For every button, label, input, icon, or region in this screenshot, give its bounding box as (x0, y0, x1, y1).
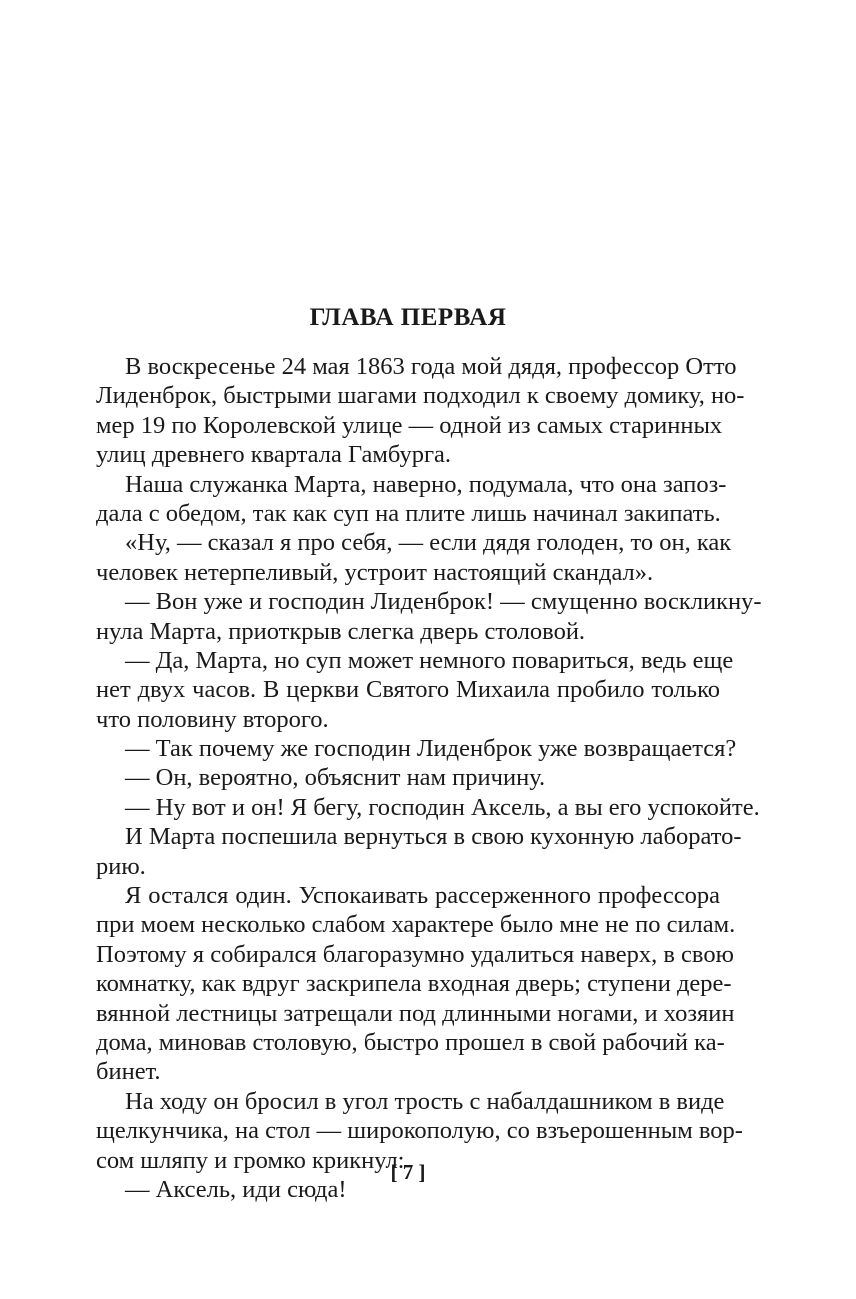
text-line: дома, миновав столовую, быстро прошел в свой рабочий ка- (96, 1028, 725, 1056)
text-line: мер 19 по Королевской улице — одной из самых старинных (96, 411, 723, 439)
text-line: На ходу он бросил в угол трость с набалдашником в виде (125, 1087, 725, 1115)
text-line: Я остался один. Успокаивать рассерженного профессора (125, 882, 720, 910)
chapter-text (96, 352, 762, 1204)
text-line: улиц древнего квартала Гамбурга. (96, 441, 451, 469)
text-line: бинет. (96, 1058, 161, 1086)
book-page (96, 0, 762, 1299)
text-line: — Вон уже и господин Лиденброк! — смущенно воскликну- (125, 588, 762, 616)
text-line: — Он, вероятно, объяснит нам причину. (125, 764, 546, 792)
text-line: — Ну вот и он! Я бегу, господин Аксель, а вы его успокойте. (125, 793, 760, 821)
text-line: — Так почему же господин Лиденброк уже возвращается? (125, 735, 737, 763)
text-line: «Ну, — сказал я про себя, — если дядя голоден, то он, как (125, 529, 732, 557)
text-line: человек нетерпеливый, устроит настоящий скандал». (96, 558, 654, 586)
text-line: щелкунчика, на стол — широкополую, со взъерошенным вор- (96, 1117, 743, 1145)
text-line: И Марта поспешила вернуться в свою кухонную лаборато- (125, 823, 742, 851)
text-line: рию. (96, 852, 146, 880)
text-line: В воскресенье 24 мая 1863 года мой дядя, профессор Отто (125, 353, 737, 380)
page-number: [ 7 ] (390, 1160, 426, 1184)
chapter-title: ГЛАВА ПЕРВАЯ (309, 304, 507, 331)
text-line: нула Марта, приоткрыв слегка дверь столовой. (96, 617, 586, 645)
text-line: Поэтому я собирался благоразумно удалиться наверх, в свою (96, 940, 734, 968)
text-line: — Да, Марта, но суп может немного повариться, ведь еще (125, 646, 734, 674)
text-line: нет двух часов. В церкви Святого Михаила пробило только (96, 676, 720, 704)
text-line: Наша служанка Марта, наверно, подумала, что она запоз- (125, 470, 727, 498)
text-line: дала с обедом, так как суп на плите лишь начинал закипать. (96, 499, 721, 527)
text-line: что половину второго. (96, 705, 329, 733)
text-line: вянной лестницы затрещали под длинными ногами, и хозяин (96, 999, 735, 1027)
text-line: комнатку, как вдруг заскрипела входная дверь; ступени дере- (96, 970, 732, 998)
text-line: при моем несколько слабом характере было мне не по силам. (96, 911, 736, 939)
text-line: Лиденброк, быстрыми шагами подходил к своему домику, но- (96, 382, 745, 410)
text-line: сом шляпу и громко крикнул: (96, 1146, 405, 1174)
text-line: — Аксель, иди сюда! (125, 1175, 347, 1203)
